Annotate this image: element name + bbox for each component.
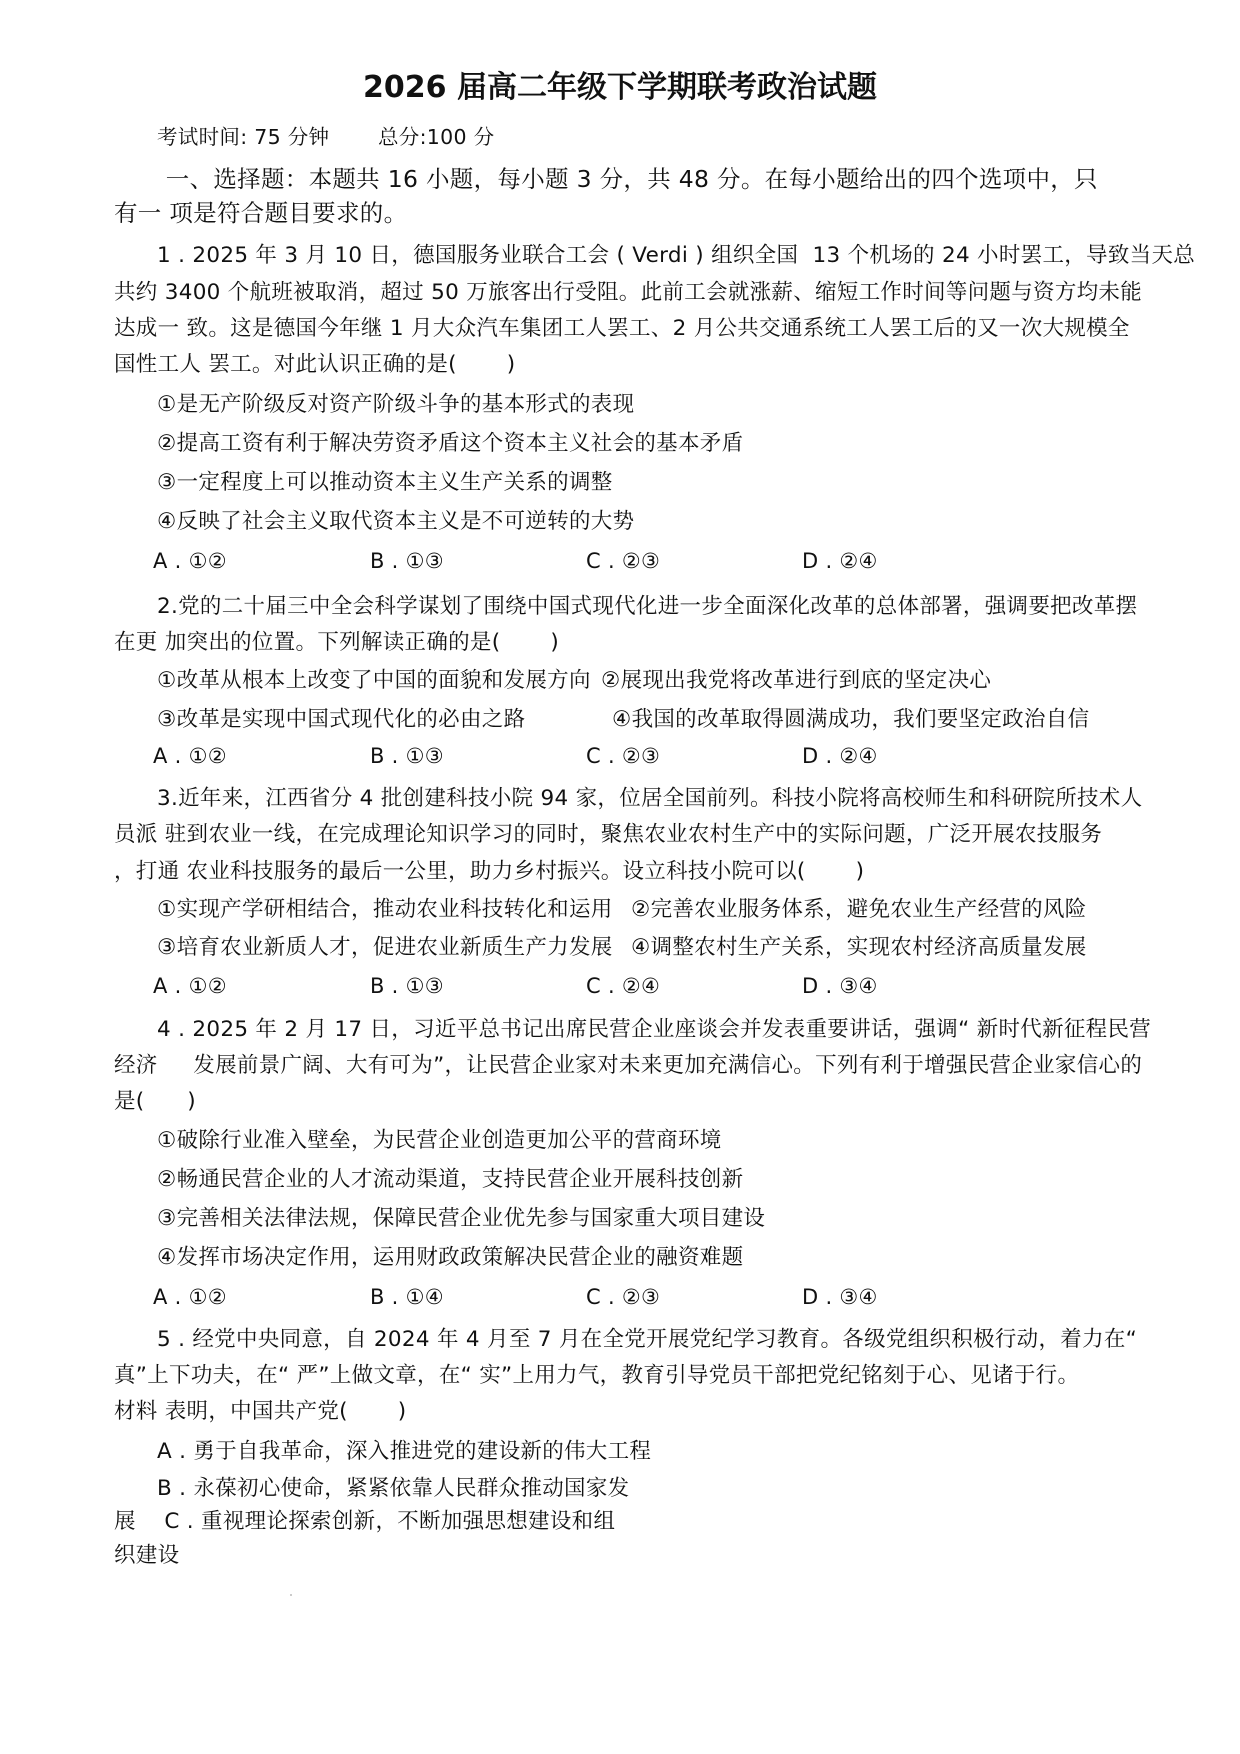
- q1-option-b: B . ①③: [370, 549, 444, 573]
- q5-option-line: A . 勇于自我革命，深入推进党的建设新的伟大工程: [157, 1439, 652, 1464]
- section-heading-line-1: 一、选择题：本题共 16 小题，每小题 3 分，共 48 分。在每小题给出的四个选项中，只: [158, 165, 1098, 193]
- q5-stem-line: 5 . 经党中央同意，自 2024 年 4 月至 7 月在全党开展党纪学习教育。各级党组织积极行动，着力在“: [157, 1327, 1138, 1352]
- q1-item: ④反映了社会主义取代资本主义是不可逆转的大势: [157, 509, 635, 534]
- q2-stem-line: 在更 加突出的位置。下列解读正确的是( ): [114, 630, 560, 655]
- q1-item: ①是无产阶级反对资产阶级斗争的基本形式的表现: [157, 392, 635, 417]
- q1-stem-line: 共约 3400 个航班被取消，超过 50 万旅客出行受阻。此前工会就涨薪、缩短工作时间等问题与资方均未能: [114, 280, 1143, 305]
- q5-option-line: 织建设: [114, 1543, 180, 1568]
- q4-item: ③完善相关法律法规，保障民营企业优先参与国家重大项目建设: [157, 1206, 766, 1231]
- q4-option-d: D . ③④: [802, 1285, 878, 1309]
- q3-option-c: C . ②④: [586, 974, 661, 998]
- q1-item: ②提高工资有利于解决劳资矛盾这个资本主义社会的基本矛盾: [157, 431, 744, 456]
- q3-item: ①实现产学研相结合，推动农业科技转化和运用: [157, 897, 613, 922]
- q2-option-a: A . ①②: [153, 744, 227, 768]
- q2-option-c: C . ②③: [586, 744, 661, 768]
- exam-title: 2026 届高二年级下学期联考政治试题: [363, 70, 877, 105]
- q3-option-a: A . ①②: [153, 974, 227, 998]
- q2-stem-line: 2.党的二十届三中全会科学谋划了围绕中国式现代化进一步全面深化改革的总体部署，强调要把改革摆: [157, 594, 1138, 619]
- q1-option-c: C . ②③: [586, 549, 661, 573]
- q4-item: ④发挥市场决定作用，运用财政政策解决民营企业的融资难题: [157, 1245, 744, 1270]
- q3-stem-line: 3.近年来，江西省分 4 批创建科技小院 94 家，位居全国前列。科技小院将高校师生和科研院所技术人: [157, 786, 1143, 811]
- q3-option-d: D . ③④: [802, 974, 878, 998]
- section-heading-line-2: 有一 项是符合题目要求的。: [114, 199, 408, 227]
- q3-item: ③培育农业新质人才，促进农业新质生产力发展: [157, 935, 613, 960]
- q4-item: ②畅通民营企业的人才流动渠道，支持民营企业开展科技创新: [157, 1167, 744, 1192]
- q5-stem-line: 真”上下功夫，在“ 严”上做文章，在“ 实”上用力气，教育引导党员干部把党纪铭刻于心、见诸于行。: [114, 1363, 1080, 1388]
- q3-option-b: B . ①③: [370, 974, 444, 998]
- q2-item: ④我国的改革取得圆满成功，我们要坚定政治自信: [612, 707, 1090, 732]
- q3-stem-line: 员派 驻到农业一线，在完成理论知识学习的同时，聚焦农业农村生产中的实际问题，广泛开展农技服务: [114, 822, 1103, 847]
- q4-stem-line: 4 . 2025 年 2 月 17 日，习近平总书记出席民营企业座谈会并发表重要讲话，强调“ 新时代新征程民营: [157, 1017, 1152, 1042]
- q1-stem-line: 达成一 致。这是德国今年继 1 月大众汽车集团工人罢工、2 月公共交通系统工人罢工后的又一次大规模全: [114, 316, 1130, 341]
- q4-option-b: B . ①④: [370, 1285, 444, 1309]
- q3-stem-line: ，打通 农业科技服务的最后一公里，助力乡村振兴。设立科技小院可以( ): [114, 859, 865, 884]
- q1-stem-line: 1 . 2025 年 3 月 10 日，德国服务业联合工会 ( Verdi ) 组织全国 13 个机场的 24 小时罢工，导致当天总: [157, 243, 1196, 268]
- q1-option-d: D . ②④: [802, 549, 878, 573]
- q2-option-b: B . ①③: [370, 744, 444, 768]
- q5-stem-line: 材料 表明，中国共产党( ): [114, 1399, 407, 1424]
- q1-stem-line: 国性工人 罢工。对此认识正确的是( ): [114, 352, 516, 377]
- q4-option-c: C . ②③: [586, 1285, 661, 1309]
- exam-time: 考试时间: 75 分钟: [157, 125, 330, 149]
- q1-option-a: A . ①②: [153, 549, 227, 573]
- q5-option-line: B . 永葆初心使命，紧紧依靠人民群众推动国家发: [157, 1476, 630, 1501]
- exam-total-score: 总分:100 分: [378, 125, 495, 149]
- q1-item: ③一定程度上可以推动资本主义生产关系的调整: [157, 470, 613, 495]
- q2-item: ③改革是实现中国式现代化的必由之路: [157, 707, 526, 732]
- q3-item: ②完善农业服务体系，避免农业生产经营的风险: [631, 897, 1087, 922]
- q4-stem-line: 是( ): [114, 1089, 196, 1114]
- scan-speck: [290, 1594, 292, 1596]
- q4-option-a: A . ①②: [153, 1285, 227, 1309]
- q2-item: ②展现出我党将改革进行到底的坚定决心: [601, 668, 992, 693]
- q4-stem-line: 经济 发展前景广阔、大有可为”，让民营企业家对未来更加充满信心。下列有利于增强民营企业家信心的: [114, 1053, 1143, 1078]
- q2-item: ①改革从根本上改变了中国的面貌和发展方向: [157, 668, 591, 693]
- q2-option-d: D . ②④: [802, 744, 878, 768]
- q4-item: ①破除行业准入壁垒，为民营企业创造更加公平的营商环境: [157, 1128, 722, 1153]
- q3-item: ④调整农村生产关系，实现农村经济高质量发展: [631, 935, 1087, 960]
- q5-option-line: 展 C . 重视理论探索创新，不断加强思想建设和组: [114, 1509, 616, 1534]
